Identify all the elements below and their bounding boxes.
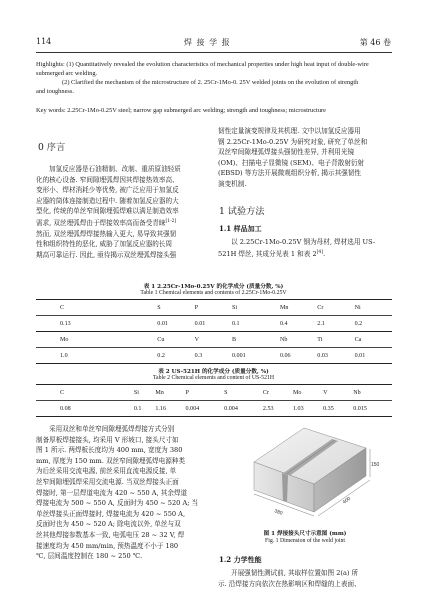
figure1-caption-zh: 图 1 焊接接头尺寸示意图 (mm) xyxy=(263,531,347,537)
table-cell: 2.53 xyxy=(263,401,293,417)
weld-joint-diagram xyxy=(240,422,380,526)
table-cell: Ca xyxy=(355,332,392,348)
text-line: 图 1 所示. 两焊板长度均为 400 mm, 宽度为 380 xyxy=(36,446,183,455)
table-cell: 0.01 xyxy=(157,320,168,327)
table-cell: V xyxy=(195,332,232,348)
text-line: (EBSD) 等方法开展微观组织分析, 揭示其强韧性 xyxy=(218,169,361,178)
highlight-line: (2) Clarified the mechanism of the microstructure of 2. 25Cr-1Mo-0. 25V welded joints on the evolution of strength xyxy=(62,79,359,86)
table-cell: Si xyxy=(134,385,156,401)
table-cell: S xyxy=(157,300,194,316)
table-cell: P xyxy=(195,300,232,316)
table-cell: Ti xyxy=(317,332,354,348)
table1-caption-zh: 表 1 2.25Cr-1Mo-0.25V 的化学成分 (质量分数, %) xyxy=(143,284,284,290)
table-row xyxy=(36,401,392,417)
table-cell: 1.16 xyxy=(155,401,185,417)
table-cell: 0.35 xyxy=(323,401,353,417)
text-line: 接速度均为 450 mm/min, 预热温度不小于 180 xyxy=(36,541,179,550)
highlight-line: Highlights: (1) Quantitatively revealed the evolution characteristics of mechanical properties under high heat input of double-wire xyxy=(36,61,369,68)
text-line: 期高可靠运行. 因此, 亟待揭示双丝埋弧焊接头强 xyxy=(36,250,177,259)
table2 xyxy=(36,384,392,417)
table-cell: P xyxy=(185,385,224,401)
table-row xyxy=(36,316,392,332)
intro-paragraph xyxy=(36,164,206,261)
text-line: 丝窄间隙埋弧焊采用交流电源. 当双丝焊接头正面 xyxy=(36,477,179,486)
text-line: 采用双丝和单丝窄间隙埋弧焊焊接方式分别 xyxy=(49,425,175,433)
table2-caption-zh: 表 2 US-521H 的化学成分 (质量分数, %) xyxy=(158,369,269,375)
section-heading: 1 试验方法 xyxy=(219,206,265,217)
table-row xyxy=(36,300,392,316)
table-cell: Mn xyxy=(155,385,185,401)
table-cell: 0.004 xyxy=(224,401,263,417)
section-heading: 0 序言 xyxy=(38,142,66,153)
text-line: 需求, 双丝埋弧焊由于焊接效率高而备受青睐[1-2] xyxy=(36,218,177,228)
text-line: mm, 厚度为 150 mm. 双丝窄间隙埋弧焊电源种类 xyxy=(36,456,186,465)
subsection-heading: 1.1 样品加工 xyxy=(219,224,262,233)
table-cell: 0.2 xyxy=(157,348,194,364)
table-cell: Mo xyxy=(293,385,323,401)
table-cell: 2.1 xyxy=(317,320,325,327)
table-cell: 1.0 xyxy=(36,348,157,364)
journal-title: 焊 接 学 报 xyxy=(184,38,231,47)
table-cell: 0.03 xyxy=(317,348,354,364)
table-cell: C xyxy=(36,300,157,316)
mechanical-paragraph xyxy=(218,568,392,589)
text-line: (OM)、扫描电子显微镜 (SEM)、电子背散射衍射 xyxy=(218,158,365,167)
text-line: 应器的筒体连接制造过程中. 随着加氢反应器的大 xyxy=(36,196,179,205)
text-line: 性和组织特性的恶化, 威胁了加氢反应器的长周 xyxy=(36,240,173,249)
text-line: 加氢反应器是石油精制、改制、重质原油轻质 xyxy=(49,165,181,173)
text-line: 以 2.25Cr-1Mo-0.25V 钢为母材, 焊材选用 US- xyxy=(231,238,376,246)
table1-caption-en: Table 1 Chemical elements and contents of 2.25Cr-1Mo-0.25V xyxy=(140,290,287,296)
table-cell: Si xyxy=(232,300,280,316)
table-cell: Cu xyxy=(157,332,194,348)
text-line: 韧性定量演变规律及其机理. 文中以加氢反应器用 xyxy=(218,127,361,135)
text-line: 焊接时, 第一层焊道电流为 420 ~ 550 A, 其余焊道 xyxy=(36,488,188,497)
text-line: 示. 沿焊接方向依次在热影响区和焊缝的上表面、 xyxy=(218,579,361,588)
highlight-line: and toughness. xyxy=(36,88,74,95)
table-cell: 0.015 xyxy=(353,401,392,417)
table-row xyxy=(36,332,392,348)
table-cell: 0.004 xyxy=(185,401,224,417)
dim-label-150: 150 xyxy=(371,462,380,468)
table-cell: C xyxy=(36,385,134,401)
welding-paragraph xyxy=(36,424,206,562)
figure1-caption-en: Fig. 1 Dimension of the weld joint xyxy=(264,538,346,544)
volume-label: 第 46 卷 xyxy=(359,38,391,47)
table2-caption-en: Table 2 Chemical elements and content of US-521H xyxy=(152,375,275,381)
highlight-line: submerged arc welding. xyxy=(36,70,98,77)
table-cell: Mn xyxy=(280,300,317,316)
table-cell: 0.4 xyxy=(279,320,288,327)
table-cell: Nb xyxy=(353,385,392,401)
text-line: 丝其他焊接参数基本一致, 电弧电压 28 ~ 32 V, 焊 xyxy=(36,530,185,539)
text-line: 制备厚板焊接接头, 均采用 V 形坡口, 接头尺寸如 xyxy=(36,435,179,444)
text-line: 型化, 传统的单丝窄间隙埋弧焊难以满足制造效率 xyxy=(36,207,179,216)
text-line: 钢 2.25Cr-1Mo-0.25V 为研究对象, 研究了单丝和 xyxy=(218,137,368,146)
table-cell: 1.03 xyxy=(293,401,323,417)
dim-label-380: 380 xyxy=(273,508,284,517)
table-cell: 0.1 xyxy=(134,401,156,417)
table-cell: Nb xyxy=(280,332,317,348)
table-cell: 0.08 xyxy=(36,401,134,417)
groove-profile xyxy=(282,473,288,502)
text-line: 化的核心设备. 窄间隙埋弧焊因其焊接热效率高、 xyxy=(36,175,179,184)
table-cell: 0.13 xyxy=(60,320,71,327)
table-row xyxy=(36,385,392,401)
subsection-heading: 1.2 力学性能 xyxy=(219,555,262,564)
text-line: 然而, 双丝埋弧焊焊接热输入更大, 易导致其强韧 xyxy=(36,229,177,238)
highlights xyxy=(36,60,396,96)
table-cell: S xyxy=(224,385,263,401)
table-cell: Ni xyxy=(355,300,392,316)
table-cell: B xyxy=(232,332,280,348)
page-number: 114 xyxy=(36,37,52,46)
table-cell: Mo xyxy=(36,332,157,348)
text-line: 焊接电流为 500 ~ 550 A, 反面时为 450 ~ 520 A; 当 xyxy=(36,499,199,508)
table-row xyxy=(36,348,392,364)
sample-paragraph xyxy=(218,237,392,259)
table-cell: 0.2 xyxy=(354,320,363,327)
table-cell: Cr xyxy=(317,300,354,316)
text-line: 开展强韧性测试前, 其取样位置如图 2(a) 所 xyxy=(231,569,359,577)
text-line: 反面时也为 450 ~ 520 A; 除电流以外, 单丝与双 xyxy=(36,520,181,529)
citation: [1-2] xyxy=(165,218,177,224)
text-line: 单丝焊接头正面焊接时, 焊接电流为 420 ~ 550 A, xyxy=(36,509,186,518)
text-line: 双丝窄间隙埋弧焊接头强韧性差异, 并利用光镜 xyxy=(218,148,355,157)
table-cell: Cr xyxy=(263,385,293,401)
text-line: 演变机制. xyxy=(218,179,247,188)
keywords: Key words: 2.25Cr-1Mo-0.25V steel; narrow gap submerged arc welding; strength and toughness; microstructure xyxy=(36,107,326,114)
table-cell: 0.1 xyxy=(231,320,240,327)
header-rule xyxy=(36,52,392,53)
table-cell: 0.001 xyxy=(232,348,280,364)
text-line: 521H 焊丝, 其成分见表 1 和表 2[4]. xyxy=(218,249,326,258)
table1 xyxy=(36,299,392,364)
text-line: ℃, 层间温度控制在 180 ~ 250 ℃. xyxy=(36,552,143,561)
table-cell: 0.3 xyxy=(195,348,232,364)
table-cell: 0.01 xyxy=(355,348,392,364)
table-cell: V xyxy=(323,385,353,401)
text-line: 变形小、焊材消耗少等优势, 被广泛应用于加氢反 xyxy=(36,186,179,195)
dim-label-400: 400 xyxy=(341,495,352,506)
table-cell: 0.01 xyxy=(194,320,206,327)
citation: [4] xyxy=(316,249,324,255)
table-cell: 0.06 xyxy=(280,348,317,364)
right-paragraph xyxy=(218,126,392,190)
text-line: 为后丝采用交流电源, 前丝采用直流电源反接, 单 xyxy=(36,467,177,476)
